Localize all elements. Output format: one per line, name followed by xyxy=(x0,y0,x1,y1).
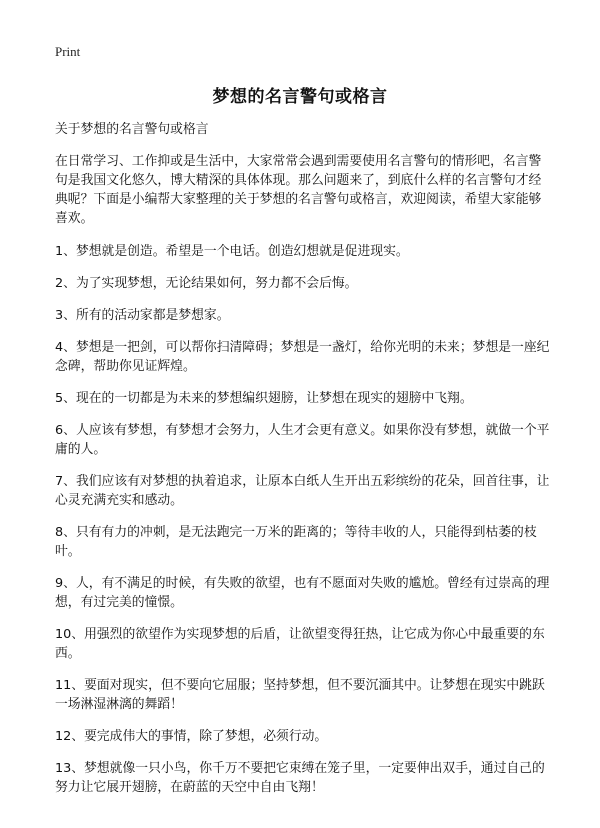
article-body xyxy=(55,120,550,810)
quote-item: 10、用强烈的欲望作为实现梦想的后盾，让欲望变得狂热，让它成为你心中最重要的东西。 xyxy=(55,627,545,661)
quote-item: 9、人，有不满足的时候，有失败的欲望，也有不愿面对失败的尴尬。曾经有过崇高的理想，有过完美的憧憬。 xyxy=(55,576,550,610)
print-link[interactable]: Print xyxy=(55,44,81,59)
article-intro: 在日常学习、工作抑或是生活中，大家常常会遇到需要使用名言警句的情形吧，名言警句是我国文化悠久，博大精深的具体体现。那么问题来了，到底什么样的名言警句才经典呢？下面是小编帮大家整理的关于梦想的名言警句或格言，欢迎阅读，希望大家能够喜欢。 xyxy=(55,154,542,226)
article-subtitle: 关于梦想的名言警句或格言 xyxy=(55,122,209,137)
quote-item: 2、为了实现梦想，无论结果如何，努力都不会后悔。 xyxy=(55,276,358,291)
page-title: 梦想的名言警句或格言 xyxy=(212,87,388,107)
quote-item: 6、人应该有梦想，有梦想才会努力，人生才会更有意义。如果你没有梦想，就做一个平庸的人。 xyxy=(55,423,550,457)
quote-item: 4、梦想是一把剑，可以帮你扫清障碍；梦想是一盏灯，给你光明的未来；梦想是一座纪念碑，帮助你见证辉煌。 xyxy=(55,340,550,374)
quote-item: 3、所有的活动家都是梦想家。 xyxy=(55,308,230,323)
quote-item: 5、现在的一切都是为未来的梦想编织翅膀，让梦想在现实的翅膀中飞翔。 xyxy=(55,391,473,406)
quote-item: 8、只有有力的冲刺，是无法跑完一万米的距离的；等待丰收的人，只能得到枯萎的枝叶。 xyxy=(55,525,537,559)
quote-item: 1、梦想就是创造。希望是一个电话。创造幻想就是促进现实。 xyxy=(55,244,409,259)
quote-item: 7、我们应该有对梦想的执着追求，让原本白纸人生开出五彩缤纷的花朵，回首往事，让心灵充满充实和感动。 xyxy=(55,474,550,508)
quote-item: 11、要面对现实，但不要向它屈服；坚持梦想，但不要沉湎其中。让梦想在现实中跳跃一场淋湿淋漓的舞蹈！ xyxy=(55,678,545,712)
quote-item: 13、梦想就像一只小鸟，你千万不要把它束缚在笼子里，一定要伸出双手，通过自己的努力让它展开翅膀，在蔚蓝的天空中自由飞翔！ xyxy=(55,761,545,795)
quote-item: 12、要完成伟大的事情，除了梦想，必须行动。 xyxy=(55,729,328,744)
